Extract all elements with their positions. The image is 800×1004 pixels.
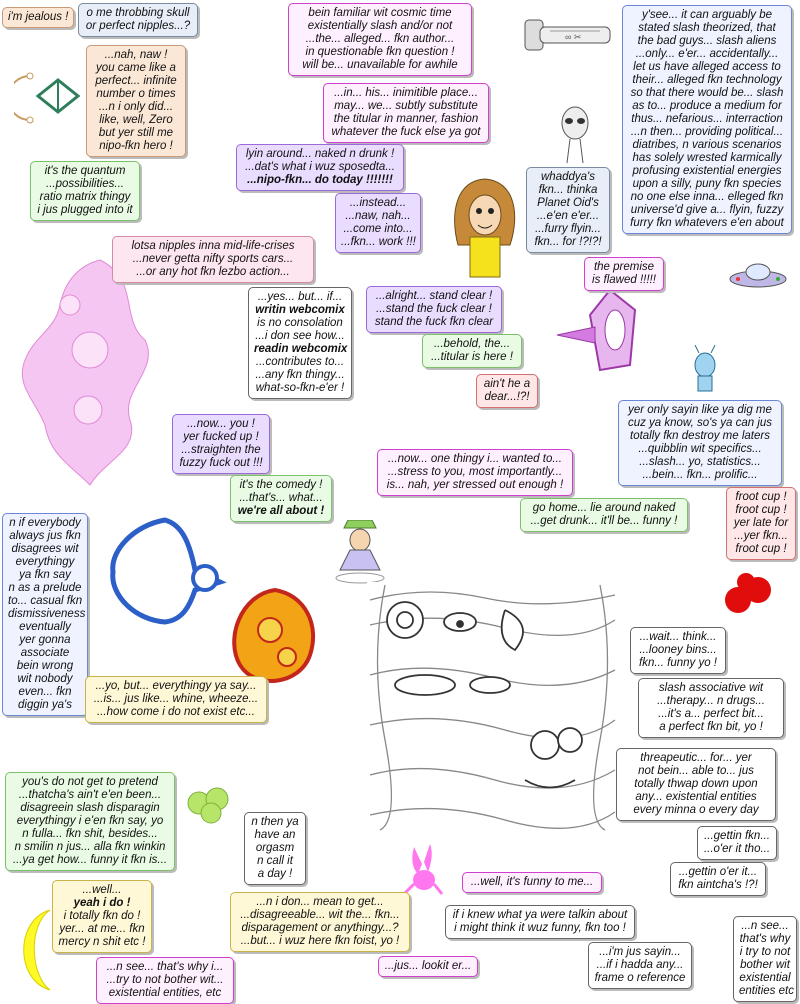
bubble-line: ...n then... providing political... (630, 126, 784, 138)
bubble-line: ...jus... lookit er... (384, 960, 472, 972)
tool-drawing-art (520, 5, 620, 65)
bubble-line: not bein... able to... jus (638, 765, 754, 777)
bubble-line: ...well, it's funny to me... (470, 876, 594, 888)
bubble-line: ...how come i do not exist etc... (97, 706, 255, 718)
bubble-line: let us have alleged access to (633, 61, 781, 73)
bubble-line: a perfect fkn bit, yo ! (659, 721, 763, 733)
bubble-line: i might think it wuz funny, fkn too ! (454, 922, 626, 934)
bubble-line: o me throbbing skull (86, 7, 190, 19)
bubble-line: the premise (593, 261, 655, 273)
speech-bubble (445, 905, 635, 939)
bubble-line: nipo-fkn hero ! (99, 140, 173, 152)
bubble-line: any... existential entities (635, 791, 757, 803)
speech-bubble (622, 5, 792, 234)
bubble-line: froot cup ! (735, 504, 787, 516)
bubble-line: their... alleged fkn technology (632, 74, 782, 86)
speech-bubble (638, 678, 784, 738)
bubble-line: totally thwap down upon (634, 778, 758, 790)
bubble-line: every minna o every day (633, 804, 759, 816)
bubble-line: ...come into... (343, 223, 413, 235)
small-alien-art (685, 345, 725, 395)
bubble-line: like, well, Zero (99, 114, 173, 126)
speech-bubble (85, 676, 267, 723)
bubble-line: n smilin n jus... alla fkn winkin (14, 841, 166, 853)
bubble-line: ...fkn... work !!! (341, 236, 416, 248)
bubble-line: ...if i hadda any... (596, 959, 684, 971)
speech-bubble (96, 957, 234, 1004)
bunny-logo-art (400, 842, 450, 897)
bubble-line: if i knew what ya were talkin about (452, 909, 628, 921)
bubble-line: entities etc (739, 985, 794, 997)
bubble-line: wit nobody (17, 673, 73, 685)
bubble-line: ...o'er it tho... (703, 843, 771, 855)
pink-fractal-art (10, 250, 160, 495)
bubble-line: ...behold, the... (433, 338, 511, 350)
bubble-line: y'see... it can arguably be (641, 9, 773, 21)
bubble-line: ...yer fkn... (734, 530, 788, 542)
bubble-line: disagrees wit (11, 543, 79, 555)
bubble-line: ...now... you ! (187, 418, 255, 430)
bubble-line: ratio matrix thingy (39, 191, 131, 203)
bubble-line: eventually (19, 621, 71, 633)
bubble-line: ...ya get how... funny it fkn is... (12, 854, 168, 866)
speech-bubble (584, 257, 664, 291)
bubble-line: ...n see... that's why i... (106, 961, 224, 973)
bubble-line: ...it's a... perfect bit... (658, 708, 764, 720)
bubble-line: ...try to not bother wit... (106, 974, 224, 986)
bubble-line: a day ! (257, 868, 293, 880)
long-haired-guy-art (440, 175, 530, 285)
bubble-line: ...quibblin wit specifics... (638, 443, 762, 455)
bubble-line: ...n i don... mean to get... (256, 896, 384, 908)
bubble-line: cuz ya know, so's ya can jus (627, 417, 773, 429)
bubble-line: ...yes... but... if... (257, 291, 343, 303)
bubble-line: i jus plugged into it (37, 204, 133, 216)
speech-bubble (697, 826, 777, 860)
bubble-line: everythingy i e'en fkn say, yo (16, 815, 164, 827)
speech-bubble (86, 45, 186, 157)
bubble-line: what-so-fkn-e'er ! (255, 382, 345, 394)
bubble-line: it's the comedy ! (239, 479, 323, 491)
diamond-symbol-art (14, 68, 84, 126)
bubble-line: but yer still me (98, 127, 174, 139)
speech-bubble (335, 193, 421, 253)
flying-saucer-art (728, 255, 788, 295)
bubble-line: dear...!?! (484, 391, 530, 403)
bubble-line: disparagement or anythingy...? (241, 922, 399, 934)
bubble-line: yeah i do ! (73, 897, 131, 909)
green-balls-art (185, 785, 235, 825)
bubble-line: stated slash theorized, that (638, 22, 776, 34)
bubble-line: lyin around... naked n drunk ! (245, 148, 395, 160)
bubble-line: ...thatcha's ain't e'en been... (18, 789, 162, 801)
speech-bubble (726, 487, 796, 560)
bubble-line: bein wrong (16, 660, 74, 672)
bubble-line: ...nah, naw ! (104, 49, 168, 61)
bubble-line: ...instead... (349, 197, 407, 209)
speech-bubble (670, 862, 766, 896)
bubble-line: ...get drunk... it'll be... funny ! (530, 515, 678, 527)
speech-bubble (366, 286, 502, 333)
bubble-line: fkn... thinka (538, 184, 598, 196)
bubble-line: ain't he a (483, 378, 531, 390)
bubble-line: yer only sayin like ya dig me (628, 404, 772, 416)
speech-bubble (30, 161, 140, 221)
bubble-line: ...never getta nifty sports cars... (132, 253, 294, 265)
bubble-line: existential (739, 972, 791, 984)
bubble-line: mercy n shit etc ! (58, 936, 146, 948)
bubble-line: may... we... subtly substitute (334, 100, 478, 112)
bubble-line: furry fkn whatevers e'en about (630, 217, 784, 229)
bubble-line: ...in... his... inimitible place... (334, 87, 478, 99)
speech-bubble (476, 374, 538, 408)
bubble-line: yer... at me... fkn (59, 923, 145, 935)
bubble-line: is... nah, yer stressed out enough ! (386, 479, 564, 491)
bubble-line: upon a silly, puny fkn species (632, 178, 782, 190)
bubble-line: yer late for (733, 517, 789, 529)
bubble-line: ...n i only did... (98, 101, 174, 113)
bubble-line: even... fkn (18, 686, 72, 698)
bubble-line: threapeutic... for... yer (640, 752, 752, 764)
bubble-line: ...nipo-fkn... do today !!!!!!! (247, 174, 393, 186)
bubble-line: fkn... for !?!?! (534, 236, 602, 248)
speech-bubble (526, 167, 610, 253)
bubble-line: ...contributes to... (255, 356, 345, 368)
bubble-line: ...therapy... n drugs... (657, 695, 765, 707)
bubble-line: yer gonna (19, 634, 71, 646)
bubble-line: perfect... infinite (95, 75, 177, 87)
speech-bubble (5, 772, 175, 871)
speech-bubble (616, 748, 776, 821)
bubble-line: ...bein... fkn... prolific... (642, 469, 758, 481)
speech-bubble (2, 7, 74, 28)
bubble-line: ...or any hot fkn lezbo action... (136, 266, 290, 278)
bubble-line: froot cup ! (735, 543, 787, 555)
bubble-line: readin webcomix (254, 343, 348, 355)
bubble-line: so that there would be... slash (630, 87, 784, 99)
bubble-line: universe'd give a... flyin, fuzzy (630, 204, 784, 216)
svg-text:∞ ✂: ∞ ✂ (565, 32, 582, 42)
bubble-line: ...i don see how... (255, 330, 345, 342)
speech-bubble (462, 872, 602, 893)
bubble-line: you's do not get to pretend (22, 776, 158, 788)
bubble-line: ...wait... think... (639, 631, 717, 643)
bubble-line: the bad guys... slash aliens (637, 35, 777, 47)
bubble-line: fuzzy fuck out !!! (179, 457, 263, 469)
bubble-line: ...is... jus like... whine, wheeze... (93, 693, 259, 705)
speech-bubble (172, 414, 270, 474)
bubble-line: ...gettin fkn... (704, 830, 770, 842)
bubble-line: Planet Oid's (537, 197, 599, 209)
bubble-line: always jus fkn (9, 530, 81, 542)
speech-bubble (248, 287, 352, 399)
bubble-line: diatribes, n various scenarios (632, 139, 782, 151)
bubble-line: ...any fkn thingy... (255, 369, 345, 381)
speech-bubble (377, 449, 573, 496)
bubble-line: to... casual fkn (8, 595, 83, 607)
speech-bubble (588, 942, 692, 989)
speech-bubble (2, 513, 88, 716)
bubble-line: will be... unavailable for awhile (302, 59, 458, 71)
bubble-line: or perfect nipples...? (85, 20, 191, 32)
bubble-line: you came like a (96, 62, 176, 74)
speech-bubble (733, 916, 797, 1002)
bubble-line: that's why (739, 933, 791, 945)
bubble-line: n if everybody (9, 517, 81, 529)
bubble-line: the titular in manner, fashion (333, 113, 479, 125)
bubble-line: ...looney bins... (639, 644, 717, 656)
speech-bubble (230, 892, 410, 952)
bubble-line: i'm jealous ! (8, 11, 69, 23)
bubble-line: n as a prelude (8, 582, 82, 594)
bubble-line: n call it (257, 855, 293, 867)
bubble-line: has solely wrested karmically (632, 152, 782, 164)
bubble-line: ...slash... yo, statistics... (639, 456, 761, 468)
bubble-line: ...stand the fuck clear ! (376, 303, 492, 315)
bubble-line: ...gettin o'er it... (678, 866, 758, 878)
speech-bubble (422, 334, 522, 368)
bubble-line: ...titular is here ! (431, 351, 513, 363)
bubble-line: is flawed !!!!! (592, 274, 656, 286)
bubble-line: whaddya's (541, 171, 595, 183)
bubble-line: ...that's... what... (239, 492, 323, 504)
bubble-line: ...straighten the (181, 444, 261, 456)
meditating-kid-art (330, 520, 390, 585)
bubble-line: profusing existential energies (632, 165, 782, 177)
bubble-line: existential entities, etc (108, 987, 222, 999)
bubble-line: n fulla... fkn shit, besides... (22, 828, 158, 840)
bubble-line: ...yo, but... everythingy ya say... (95, 680, 257, 692)
bubble-line: diggin ya's (18, 699, 72, 711)
bubble-line: number o times (96, 88, 176, 100)
bubble-line: slash associative wit (658, 682, 764, 694)
bubble-line: lotsa nipples inna mid-life-crises (131, 240, 295, 252)
speech-bubble (618, 400, 782, 486)
speech-bubble (78, 3, 198, 37)
bubble-line: whatever the fuck else ya got (331, 126, 481, 138)
bubble-line: existentially slash and/or not (307, 20, 453, 32)
speech-bubble (244, 812, 306, 885)
speech-bubble (230, 475, 332, 522)
bubble-line: i totally fkn do ! (63, 910, 141, 922)
speech-bubble (520, 498, 688, 532)
bubble-line: fkn... funny yo ! (639, 657, 717, 669)
speech-bubble (112, 236, 314, 283)
bubble-line: bein familiar wit cosmic time (308, 7, 452, 19)
bubble-line: have an (254, 829, 296, 841)
bubble-line: frame o reference (594, 972, 686, 984)
speech-bubble (323, 83, 489, 143)
speech-bubble (288, 3, 472, 76)
bubble-line: go home... lie around naked (532, 502, 676, 514)
bubble-line: as to... produce a medium for (632, 100, 782, 112)
bubble-line: ...furry flyin... (535, 223, 601, 235)
bubble-line: froot cup ! (735, 491, 787, 503)
bubble-line: we're all about ! (237, 505, 325, 517)
bubble-line: everythingy (15, 556, 75, 568)
speech-bubble (52, 880, 152, 953)
bubble-line: ...naw, nah... (345, 210, 411, 222)
bubble-line: fkn aintcha's !?! (678, 879, 758, 891)
bubble-line: ...n see... (741, 920, 789, 932)
bubble-line: ...but... i wuz here fkn foist, yo ! (240, 935, 400, 947)
bubble-line: n then ya (251, 816, 299, 828)
bubble-line: ya fkn say (19, 569, 71, 581)
bubble-line: in questionable fkn question ! (305, 46, 455, 58)
bubble-line: ...disagreeable... wit the... fkn... (240, 909, 400, 921)
bubble-line: disagreein slash disparagin (20, 802, 160, 814)
speech-bubble (630, 627, 726, 674)
bubble-line: ...stress to you, most importantly... (387, 466, 563, 478)
bubble-line: associate (20, 647, 70, 659)
bubble-line: writin webcomix (255, 304, 345, 316)
bubble-line: ...e'en e'er... (536, 210, 600, 222)
bubble-line: stand the fuck fkn clear (374, 316, 494, 328)
bubble-line: ...alright... stand clear ! (375, 290, 493, 302)
bubble-line: ...now... one thingy i... wanted to... (388, 453, 562, 465)
doodle-faces-drawing (365, 580, 620, 835)
bubble-line: thus... nefarious... interraction (631, 113, 783, 125)
mandelbrot-fractal-art (95, 510, 235, 635)
bubble-line: ...well... (82, 884, 122, 896)
bubble-line: ...i'm jus sayin... (599, 946, 681, 958)
bubble-line: orgasm (255, 842, 295, 854)
bubble-line: bother wit (740, 959, 790, 971)
bubble-line: ...possibilities... (46, 178, 124, 190)
alien-sketch-art (555, 105, 595, 165)
bubble-line: totally fkn destroy me laters (630, 430, 770, 442)
bubble-line: ...dat's what i wuz sposedta... (245, 161, 395, 173)
bubble-line: is no consolation (257, 317, 343, 329)
speech-bubble (236, 144, 404, 191)
bubble-line: i try to not (739, 946, 791, 958)
bubble-line: it's the quantum (44, 165, 126, 177)
red-balls-art (718, 572, 778, 617)
speech-bubble (378, 956, 478, 977)
purple-spaceship-art (555, 285, 670, 375)
bubble-line: ...the... alleged... fkn author... (305, 33, 455, 45)
bubble-line: yer fucked up ! (183, 431, 259, 443)
bubble-line: no one else inna... elleged fkn (630, 191, 784, 203)
bubble-line: ...only... e'er... accidentally... (635, 48, 779, 60)
bubble-line: dismissiveness (8, 608, 86, 620)
